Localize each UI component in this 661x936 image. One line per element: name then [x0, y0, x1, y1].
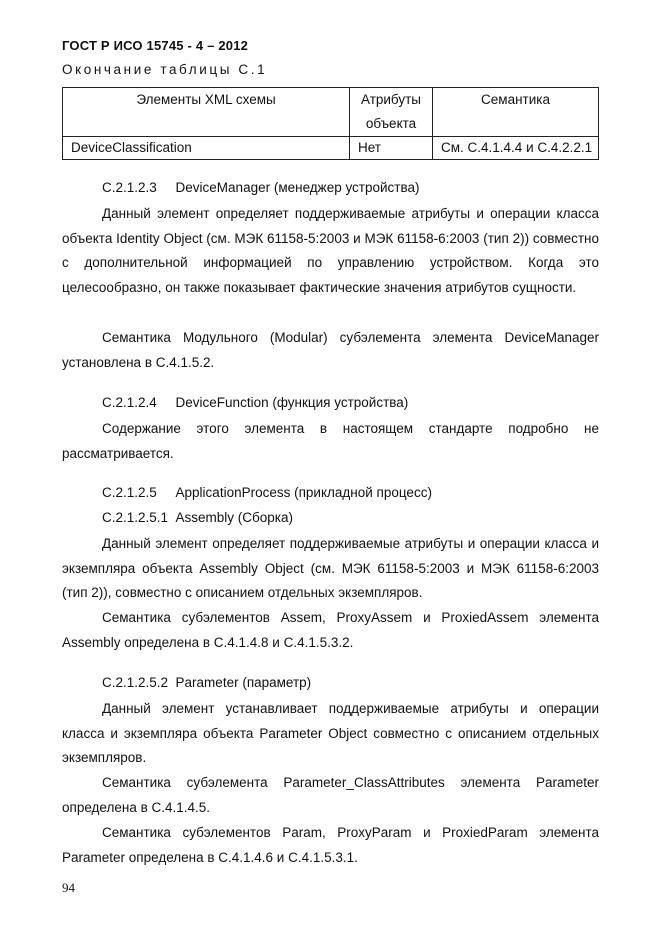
paragraph: Семантика субэлементов Assem, ProxyAssem и ProxiedAssem элемента Assembly определена в С.4.1.4.8 и С.4.1.5.3.2. — [62, 610, 599, 650]
table-row — [63, 137, 599, 160]
section-heading-c2125: С.2.1.2.5 ApplicationProcess (прикладной процесс) — [102, 485, 432, 500]
header-attributes-line2: объекта — [365, 116, 417, 131]
xml-elements-table — [62, 87, 599, 160]
paragraph: Семантика субэлементов Param, ProxyParam и ProxiedParam элемента Parameter определена в С.4.1.4.6 и С.4.1.5.3.1. — [62, 825, 599, 865]
paragraph: Данный элемент определяет поддерживаемые атрибуты и операции класса и экземпляра объекта Assembly Object (см. МЭК 61158-5:2003 и МЭК 61158-6:2003 (тип 2)), совместно с описанием отдельных экземпляров. — [62, 536, 599, 601]
paragraph: Семантика Модульного (Modular) субэлемента элемента DeviceManager установлена в С.4.1.5.2. — [62, 330, 599, 370]
table-cell: Нет — [350, 137, 433, 160]
table-cell: См. С.4.1.4.4 и С.4.2.2.1 — [433, 137, 599, 160]
table-header-row — [63, 88, 599, 137]
section-heading-c2124: С.2.1.2.4 DeviceFunction (функция устройства) — [102, 395, 409, 410]
table-cell: DeviceClassification — [63, 137, 350, 160]
table-caption: Окончание таблицы С.1 — [62, 62, 268, 77]
section-heading-c2123: С.2.1.2.3 DeviceManager (менеджер устройства) — [102, 180, 420, 195]
paragraph: Данный элемент определяет поддерживаемые атрибуты и операции класса объекта Identity Object (см. МЭК 61158-5:2003 и МЭК 61158-6:2003 (тип 2)) совместно с дополнительной информацией по управлению устройством. Когда это целесообразно, он также показывает фактические значения атрибутов сущности. — [62, 206, 599, 296]
document-header: ГОСТ Р ИСО 15745 - 4 – 2012 — [62, 38, 249, 53]
header-cell-semantics: Семантика — [433, 88, 599, 137]
page-number: 94 — [62, 880, 75, 895]
paragraph: Содержание этого элемента в настоящем стандарте подробно не рассматривается. — [62, 421, 599, 461]
header-attributes-line1: Атрибуты — [360, 92, 421, 107]
section-heading-c21251: С.2.1.2.5.1 Assembly (Сборка) — [102, 510, 294, 525]
header-cell-elements: Элементы XML схемы — [63, 88, 350, 137]
paragraph: Данный элемент устанавливает поддерживаемые атрибуты и операции класса и экземпляра объекта Parameter Object совместно с описанием отдельных экземпляров. — [62, 701, 599, 766]
section-heading-c21252: С.2.1.2.5.2 Parameter (параметр) — [102, 675, 312, 690]
header-cell-attributes — [350, 88, 433, 137]
paragraph: Семантика субэлемента Parameter_ClassAttributes элемента Parameter определена в С.4.1.4.5. — [62, 775, 599, 815]
